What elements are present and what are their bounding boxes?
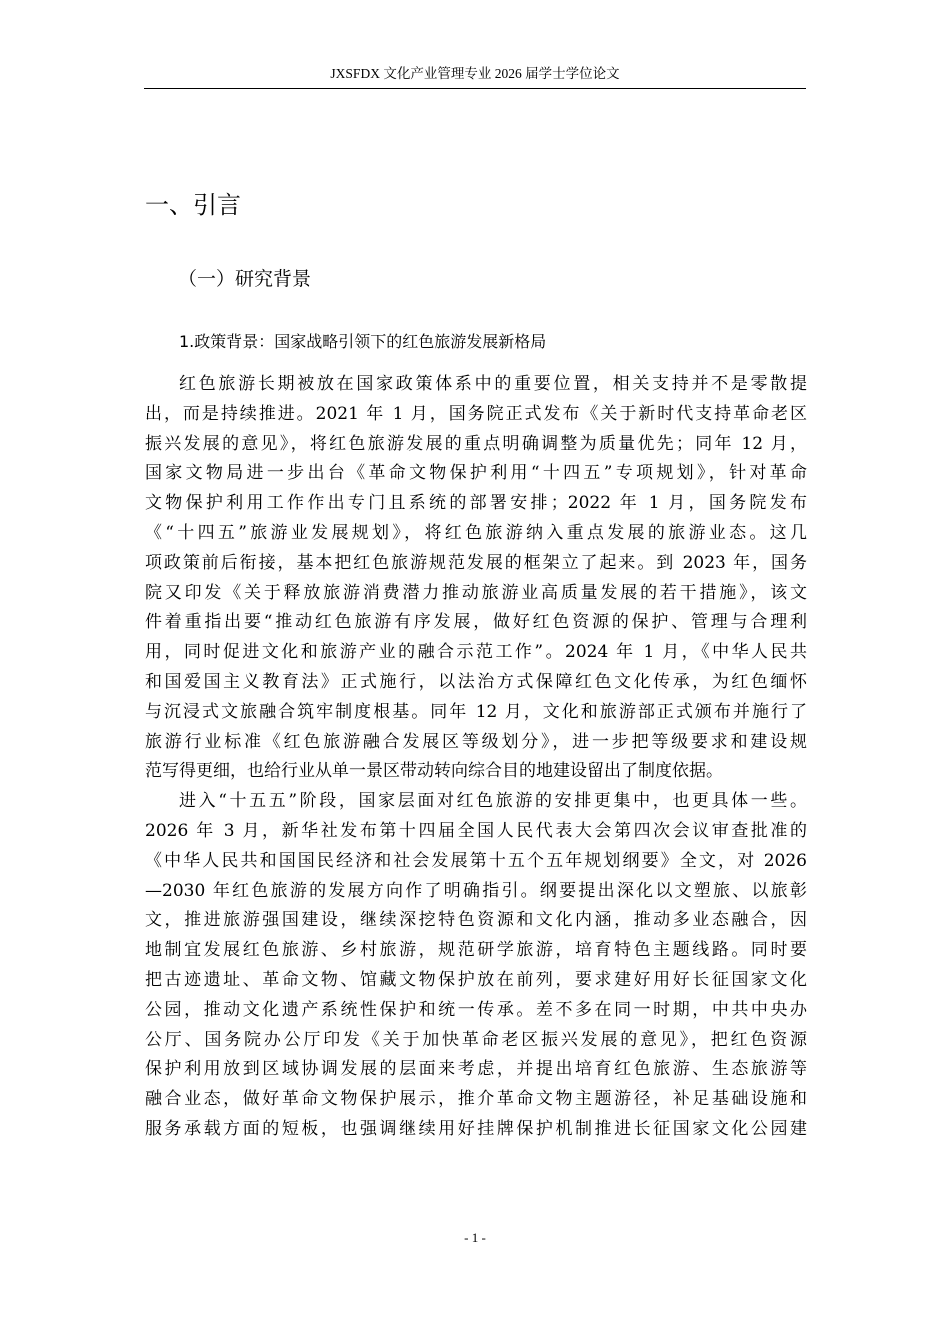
text-line: 出，而是持续推进。2021 年 1 月，国务院正式发布《关于新时代支持革命老区 (145, 403, 807, 424)
text-line: 范写得更细，也给行业从单一景区带动转向综合目的地建设留出了制度依据。 (145, 761, 723, 782)
page-number: - 1 - (464, 1230, 486, 1245)
text-line: 旅游行业标准《红色旅游融合发展区等级划分》，进一步把等级要求和建设规 (145, 731, 807, 752)
text-line: 件着重指出要“推动红色旅游有序发展，做好红色资源的保护、管理与合理利 (145, 612, 807, 633)
text-line: 用，同时促进文化和旅游产业的融合示范工作”。2024 年 1 月，《中华人民共 (145, 642, 807, 663)
text-line: 文，推进旅游强国建设，继续深挖特色资源和文化内涵，推动多业态融合，因 (145, 910, 807, 931)
text-line: 项政策前后衔接，基本把红色旅游规范发展的框架立了起来。到 2023 年，国务 (145, 552, 807, 573)
body-text (145, 370, 807, 1145)
text-line: 与沉浸式文旅融合筑牢制度根基。同年 12 月，文化和旅游部正式颁布并施行了 (145, 701, 807, 722)
text-line: 保护利用放到区域协调发展的层面来考虑，并提出培育红色旅游、生态旅游等 (145, 1059, 807, 1080)
paragraph-1 (145, 370, 807, 787)
text-line: 振兴发展的意见》，将红色旅游发展的重点明确调整为质量优先；同年 12 月， (145, 433, 807, 454)
text-line: 《“十四五”旅游业发展规划》，将红色旅游纳入重点发展的旅游业态。这几 (145, 522, 807, 543)
text-line: 服务承载方面的短板，也强调继续用好挂牌保护机制推进长征国家文化公园建 (145, 1118, 807, 1139)
running-header: JXSFDX 文化产业管理专业 2026 届学士学位论文 (330, 66, 620, 81)
text-line: 把古迹遗址、革命文物、馆藏文物保护放在前列，要求建好用好长征国家文化 (145, 969, 807, 990)
text-line: 地制宜发展红色旅游、乡村旅游，规范研学旅游，培育特色主题线路。同时要 (145, 940, 807, 961)
text-line: —2030 年红色旅游的发展方向作了明确指引。纲要提出深化以文塑旅、以旅彰 (145, 880, 807, 901)
text-line: 《中华人民共和国国民经济和社会发展第十五个五年规划纲要》全文，对 2026 (145, 850, 807, 871)
text-line: 公园，推动文化遗产系统性保护和统一传承。差不多在同一时期，中共中央办 (145, 999, 807, 1020)
text-line: 红色旅游长期被放在国家政策体系中的重要位置，相关支持并不是零散提 (179, 374, 807, 394)
text-line: 2026 年 3 月，新华社发布第十四届全国人民代表大会第四次会议审查批准的 (145, 820, 807, 841)
text-line: 公厅、国务院办公厅印发《关于加快革命老区振兴发展的意见》，把红色资源 (145, 1029, 807, 1050)
text-line: 文物保护利用工作作出专门且系统的部署安排；2022 年 1 月，国务院发布 (145, 493, 807, 514)
text-line: 融合业态，做好革命文物保护展示，推介革命文物主题游径，补足基础设施和 (145, 1089, 807, 1110)
subsubsection-heading-policy-background: 1.政策背景：国家战略引领下的红色旅游发展新格局 (179, 332, 547, 351)
header-rule (144, 88, 806, 89)
paragraph-2 (145, 787, 807, 1145)
subsection-heading-research-background: （一）研究背景 (178, 268, 312, 290)
section-heading-introduction: 一、引言 (145, 191, 241, 219)
text-line: 国家文物局进一步出台《革命文物保护利用“十四五”专项规划》，针对革命 (145, 463, 807, 484)
text-line: 院又印发《关于释放旅游消费潜力推动旅游业高质量发展的若干措施》，该文 (145, 582, 807, 603)
text-line: 进入“十五五”阶段，国家层面对红色旅游的安排更集中，也更具体一些。 (179, 791, 807, 812)
text-line: 和国爱国主义教育法》正式施行，以法治方式保障红色文化传承，为红色缅怀 (145, 671, 807, 692)
